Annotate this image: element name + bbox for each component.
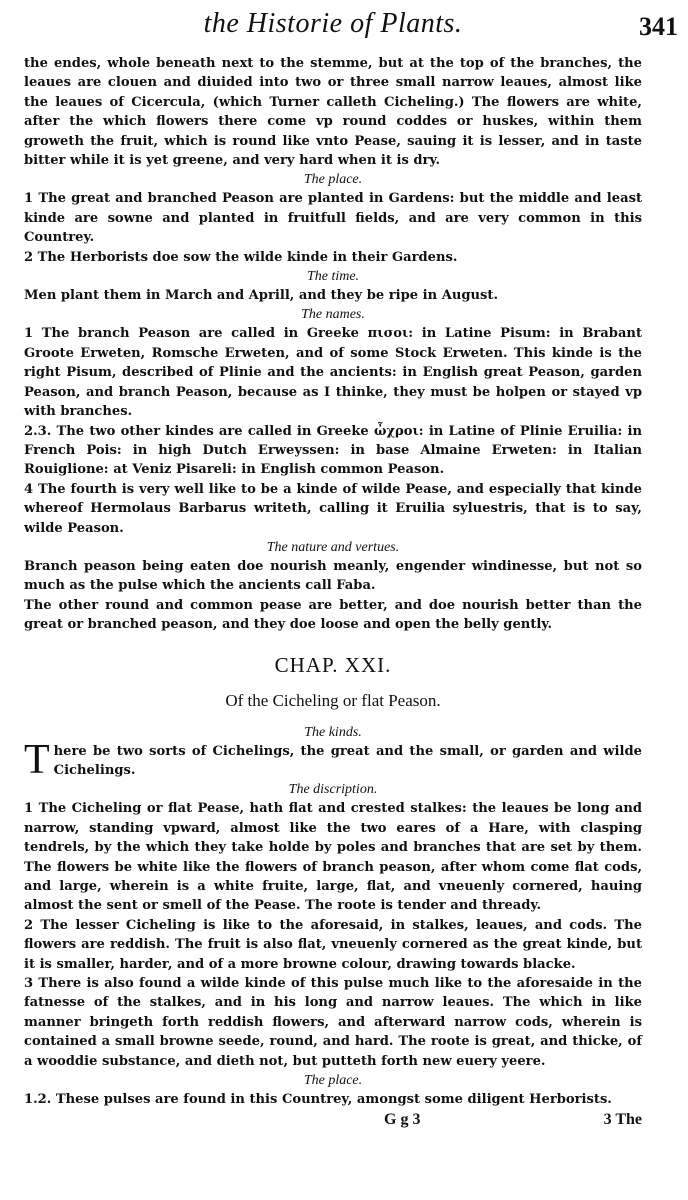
section-heading: The kinds. [304,724,362,740]
section-heading: The names. [301,307,365,323]
paragraph: The other round and common pease are better, and doe nourish better than the great or branched peason, and they doe loose and open the belly gently. [24,597,642,633]
section-heading: The time. [306,269,360,285]
paragraph: 3 There is also found a wilde kinde of this pulse much like to the aforesaide in the fatnesse of the stalkes, and in his long and narrow leaues. The which in like manner bringeth forth reddish flowers, and afterward narrow cods, wherein is contained a small browne seede, round, and hard. The roote is great, and thicke, of a wooddie substance, and dieth not, but putteth forth new euery yeere. [24,976,642,1069]
paragraph: Men plant them in March and Aprill, and they be ripe in August. [24,288,499,304]
chapter-heading: CHAP. XXI. [274,652,392,677]
running-title: the Historie of Plants. [203,8,463,39]
page-header [24,0,678,54]
paragraph: 4 The fourth is very well like to be a kinde of wilde Pease, and especially that kinde whereof Hermolaus Barbarus writeth, calling it Eruilia syluestris, that is to say, wilde Peason. [24,481,642,536]
page-number: 341 [639,12,678,41]
paragraph: Branch peason being eaten doe nourish meanly, engender windinesse, but not so much as the pulse which the ancients call Faba. [24,558,642,594]
paragraph: the endes, whole beneath next to the stemme, but at the top of the branches, the leaues are clouen and diuided into two or three small narrow leaues, almost like the leaues of Cicercula, (which Turner calleth Cicheling.) The flowers are white, after the which flowers there come vp round coddes or huskes, within them groweth the fruit, which is round like vnto Pease, sauing it is lesser, and in taste bitter while it is yet greene, and very hard when it is dry. [24,56,642,169]
catchword: 3 The [603,1111,642,1129]
paragraph: 1.2. These pulses are found in this Countrey, amongst some diligent Herborists. [24,1092,612,1108]
section-heading: The nature and vertues. [266,539,400,555]
page-footer [24,1109,642,1133]
page-body [24,54,642,1109]
dropcap-paragraph: There be two sorts of Cichelings, the great and the small, or garden and wilde Cichelings. [24,736,642,783]
paragraph: 2 The Herborists doe sow the wilde kinde in their Gardens. [24,249,458,265]
section-heading: The place. [303,1073,363,1089]
paragraph: 2.3. The two other kindes are called in Greeke ὦχροι: in Latine of Plinie Eruilia: in French Pois: in high Dutch Erweyssen: in base Almaine Erweten: in Italian Rouiglione: at Veniz Pisareli: in English common Peason. [24,423,642,478]
paragraph: 1 The Cicheling or flat Pease, hath flat and crested stalkes: the leaues be long and narrow, standing vpward, almost like the two eares of a Hare, with clasping tendrels, by the which they take holde by poles and branches that are set by them. The flowers be white like the flowers of branch peason, after whom come flat cods, and large, wherein is a white fruite, large, flat, and vneuenly cornered, hauing almost the sent or smell of the Pease. The roote is tender and thready. [24,801,642,914]
section-heading: The discription. [288,782,378,798]
paragraph: 2 The lesser Cicheling is like to the aforesaid, in stalkes, leaues, and cods. The flowers are reddish. The fruit is also flat, vneuenly cornered as the great kinde, but it is smaller, harder, and of a more browne colour, drawing towards blacke. [24,917,642,972]
paragraph: 1 The branch Peason are called in Greeke πισοι: in Latine Pisum: in Brabant Groote Erweten, Romsche Erweten, and of some Stock Erweten. This kinde is the right Pisum, described of Plinie and the ancients: in English great Peason, garden Peason, and branch Peason, because as I thinke, they must be holpen or stayed vp with branches. [24,326,642,420]
chapter-subtitle: Of the Cicheling or flat Peason. [225,690,441,710]
paragraph: 1 The great and branched Peason are planted in Gardens: but the middle and least kinde are sowne and planted in fruitfull fields, and are very common in this Countrey. [24,191,642,246]
section-heading: The place. [303,172,363,188]
signature-mark: G g 3 [384,1111,421,1129]
